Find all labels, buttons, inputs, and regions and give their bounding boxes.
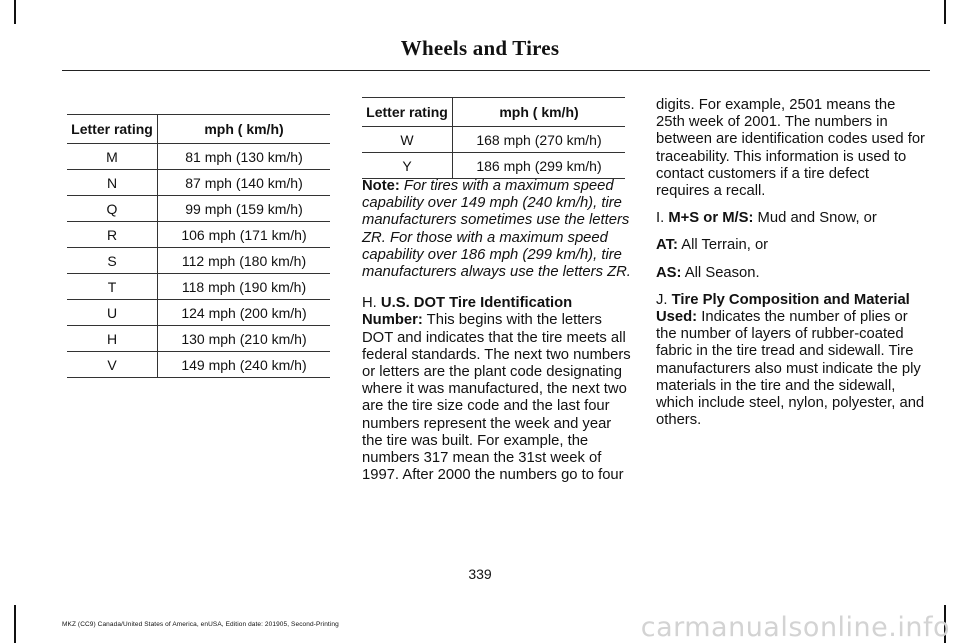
note-label: Note: xyxy=(362,178,400,194)
table-row xyxy=(362,153,625,179)
page-number: 339 xyxy=(468,566,492,582)
speed-rating-table-middle xyxy=(362,97,625,179)
all-terrain-text: All Terrain, or xyxy=(677,237,769,254)
middle-text-column xyxy=(362,178,632,494)
all-season-text: All Season. xyxy=(681,264,760,281)
column-header-speed: mph ( km/h) xyxy=(453,98,626,127)
crop-mark-top-left xyxy=(14,0,16,24)
table-row xyxy=(67,300,330,326)
section-h-title: U.S. DOT Tire Identification Number: xyxy=(362,295,573,329)
column-header-speed: mph ( km/h) xyxy=(158,115,331,144)
letter-cell: U xyxy=(67,300,158,326)
table-header-row xyxy=(362,98,625,127)
section-j-paragraph xyxy=(656,292,926,430)
right-text-column xyxy=(656,97,926,439)
page-title: Wheels and Tires xyxy=(400,36,560,60)
speed-cell: 124 mph (200 km/h) xyxy=(158,300,331,326)
section-i-title: M+S or M/S: xyxy=(668,210,754,227)
section-i-paragraph xyxy=(656,210,926,227)
all-terrain-paragraph xyxy=(656,237,926,254)
watermark: carmanualsonline.info xyxy=(640,612,950,643)
table-row xyxy=(67,144,330,170)
speed-cell: 168 mph (270 km/h) xyxy=(453,127,626,153)
letter-cell: Y xyxy=(362,153,453,179)
crop-mark-top-right xyxy=(944,0,946,24)
speed-cell: 130 mph (210 km/h) xyxy=(158,326,331,352)
section-i-text: Mud and Snow, or xyxy=(753,210,877,227)
speed-cell: 112 mph (180 km/h) xyxy=(158,248,331,274)
speed-cell: 87 mph (140 km/h) xyxy=(158,170,331,196)
speed-rating-table-left xyxy=(67,114,330,378)
crop-mark-bottom-left xyxy=(14,605,16,643)
section-h-paragraph xyxy=(362,295,632,484)
letter-cell: Q xyxy=(67,196,158,222)
all-season-paragraph xyxy=(656,265,926,282)
section-h-text: This begins with the letters DOT and indicates that the tire meets all federal standards. The next two numbers or letters are the plant code designating where it was manufactured, the next two are the tire size code and the last four numbers represent the week and year the tire was built. For example, the numbers 317 mean the 31st week of 1997. After 2000 the numbers go to four xyxy=(362,312,631,484)
all-terrain-title: AT: xyxy=(656,237,678,254)
speed-cell: 99 mph (159 km/h) xyxy=(158,196,331,222)
section-j-prefix: J. xyxy=(656,291,672,308)
note-paragraph xyxy=(362,178,632,281)
letter-cell: V xyxy=(67,352,158,378)
letter-cell: H xyxy=(67,326,158,352)
note-text: For tires with a maximum speed capability over 149 mph (240 km/h), tire manufacturers sometimes use the letters ZR. For those with a maximum speed capability over 186 mph (299 km/h), tire manufacturers always use the letters ZR. xyxy=(362,178,631,281)
table-row xyxy=(67,248,330,274)
table-row xyxy=(67,274,330,300)
section-j-title: Tire Ply Composition and Material Used: xyxy=(656,291,910,326)
letter-cell: R xyxy=(67,222,158,248)
letter-cell: S xyxy=(67,248,158,274)
table-header-row xyxy=(67,115,330,144)
speed-cell: 81 mph (130 km/h) xyxy=(158,144,331,170)
header-rule xyxy=(62,70,930,71)
speed-cell: 118 mph (190 km/h) xyxy=(158,274,331,300)
all-season-title: AS: xyxy=(656,264,682,281)
speed-cell: 186 mph (299 km/h) xyxy=(453,153,626,179)
continued-paragraph: digits. For example, 2501 means the 25th week of 2001. The numbers in between are identification codes used for traceability. This information is used to contact customers if a tire defect requires a recall. xyxy=(656,97,925,200)
table-row xyxy=(67,352,330,378)
table-row xyxy=(67,170,330,196)
section-j-text: Indicates the number of plies or the number of layers of rubber-coated fabric in the tire tread and sidewall. Tire manufacturers also must indicate the ply materials in the tire and the sidewall, which include steel, nylon, polyester, and others. xyxy=(656,309,925,429)
section-i-prefix: I. xyxy=(656,210,669,227)
table-row xyxy=(67,326,330,352)
letter-cell: T xyxy=(67,274,158,300)
section-h-prefix: H. xyxy=(362,295,381,312)
speed-cell: 106 mph (171 km/h) xyxy=(158,222,331,248)
table-row xyxy=(67,196,330,222)
letter-cell: M xyxy=(67,144,158,170)
table-row xyxy=(362,127,625,153)
table-row xyxy=(67,222,330,248)
column-header-letter-rating: Letter rating xyxy=(362,98,453,127)
column-header-letter-rating: Letter rating xyxy=(67,115,158,144)
edition-footer: MKZ (CC9) Canada/United States of America, enUSA, Edition date: 201905, Second-Printing xyxy=(62,621,339,628)
speed-cell: 149 mph (240 km/h) xyxy=(158,352,331,378)
letter-cell: W xyxy=(362,127,453,153)
letter-cell: N xyxy=(67,170,158,196)
